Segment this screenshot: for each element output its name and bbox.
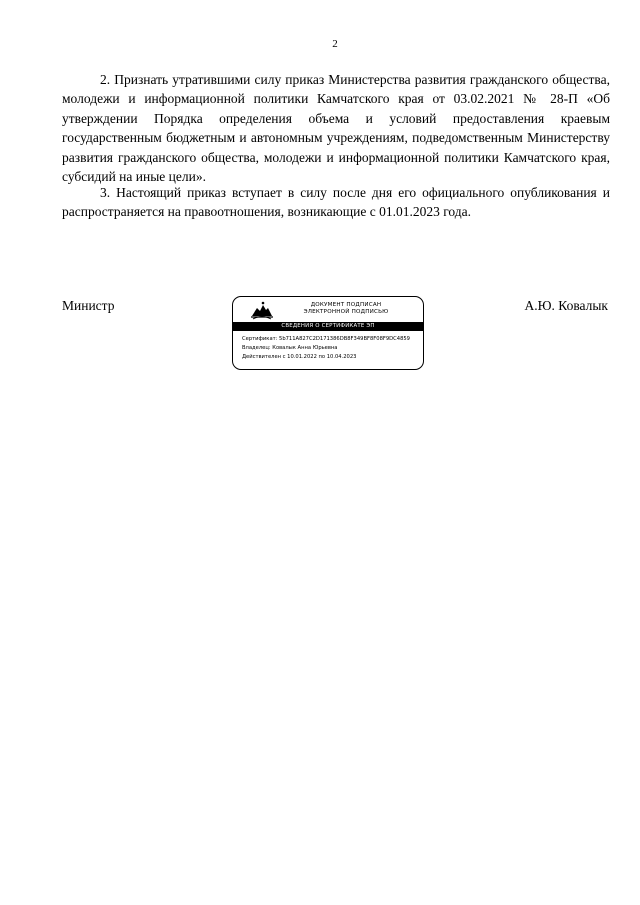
page-number: 2: [332, 38, 338, 50]
stamp-certificate: Сертификат: 5b711A827C2D171386DB8F349ВF8F08F9DC4859: [242, 336, 410, 342]
stamp-header-line2: ЭЛЕКТРОННОЙ ПОДПИСЬЮ: [303, 309, 389, 315]
stamp-header: [285, 302, 407, 316]
stamp-certificate-band: СВЕДЕНИЯ О СЕРТИФИКАТЕ ЭП: [233, 322, 423, 331]
stamp-top: [233, 297, 423, 322]
coat-of-arms-icon: [249, 300, 275, 320]
electronic-signature-stamp: [232, 296, 424, 370]
stamp-body: [242, 335, 417, 362]
signer-position: Министр: [62, 298, 115, 313]
paragraph-3: 3. Настоящий приказ вступает в силу после дня его официального опубликования и распространяется на правоотношения, возникающие с 01.01.2023 года.: [62, 185, 610, 220]
paragraph-2: 2. Признать утратившими силу приказ Министерства развития гражданского общества, молодежи и информационной политики Камчатского края от 03.02.2021 № 28-П «Об утверждении Порядка определения объема и условий предоставления краевым государственным бюджетным и автономным учреждениям, подведомственным Министерству развития гражданского общества, молодежи и информационной политики Камчатского края, субсидий на иные цели».: [62, 72, 610, 185]
stamp-header-line1: ДОКУМЕНТ ПОДПИСАН: [310, 302, 382, 308]
stamp-validity: Действителен с 10.01.2022 по 10.04.2023: [242, 354, 357, 360]
signer-name: А.Ю. Ковалык: [524, 298, 608, 313]
stamp-owner: Владелец: Ковалык Анна Юрьевна: [242, 345, 338, 351]
